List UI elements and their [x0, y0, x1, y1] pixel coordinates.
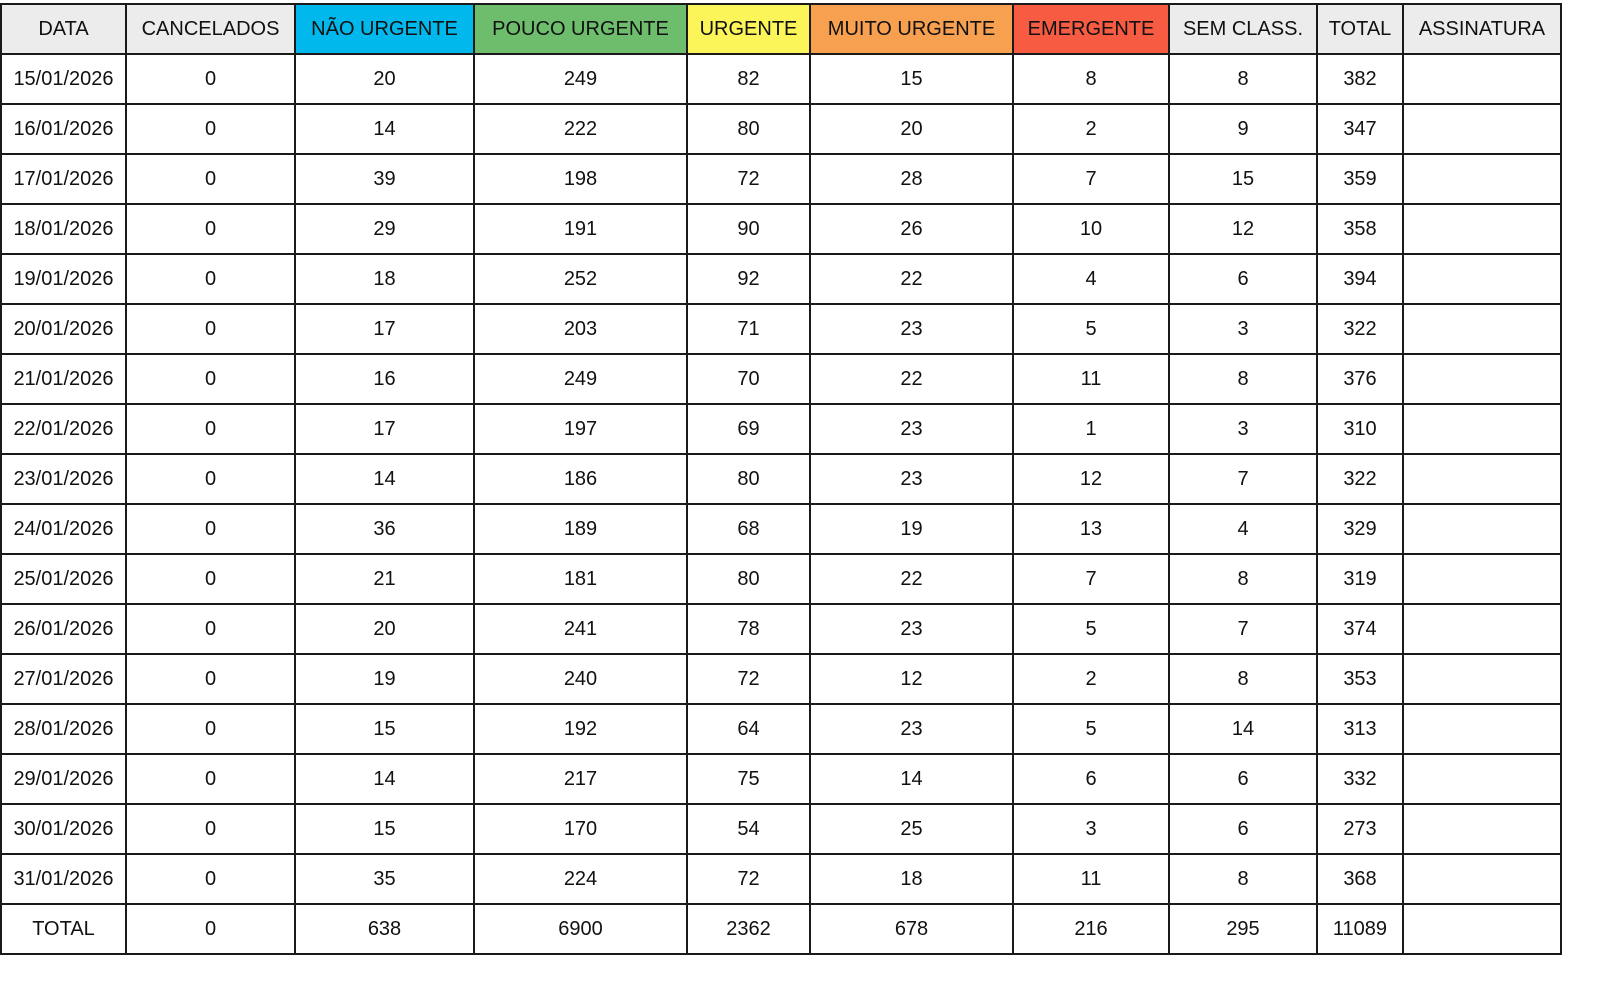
cell-assinatura	[1403, 754, 1561, 804]
cell-assinatura	[1403, 104, 1561, 154]
table-row	[1, 804, 1561, 854]
cell-data: 19/01/2026	[1, 254, 126, 304]
cell-pouco-urgente: 186	[474, 454, 687, 504]
cell-sem-class: 7	[1169, 604, 1317, 654]
cell-nao-urgente: 18	[295, 254, 474, 304]
cell-muito-urgente: 14	[810, 754, 1013, 804]
cell-nao-urgente: 29	[295, 204, 474, 254]
total-cell-nao-urgente: 638	[295, 904, 474, 954]
cell-emergente: 6	[1013, 754, 1169, 804]
cell-nao-urgente: 14	[295, 104, 474, 154]
cell-emergente: 5	[1013, 704, 1169, 754]
cell-muito-urgente: 22	[810, 254, 1013, 304]
cell-emergente: 13	[1013, 504, 1169, 554]
cell-total: 374	[1317, 604, 1403, 654]
column-header-cancelados: CANCELADOS	[126, 4, 295, 54]
column-header-sem-class: SEM CLASS.	[1169, 4, 1317, 54]
cell-pouco-urgente: 222	[474, 104, 687, 154]
cell-total: 382	[1317, 54, 1403, 104]
cell-data: 21/01/2026	[1, 354, 126, 404]
cell-sem-class: 12	[1169, 204, 1317, 254]
table-row	[1, 154, 1561, 204]
cell-cancelados: 0	[126, 204, 295, 254]
cell-total: 319	[1317, 554, 1403, 604]
cell-assinatura	[1403, 554, 1561, 604]
cell-muito-urgente: 25	[810, 804, 1013, 854]
cell-emergente: 7	[1013, 154, 1169, 204]
cell-sem-class: 6	[1169, 754, 1317, 804]
cell-cancelados: 0	[126, 104, 295, 154]
cell-nao-urgente: 39	[295, 154, 474, 204]
cell-nao-urgente: 19	[295, 654, 474, 704]
cell-pouco-urgente: 203	[474, 304, 687, 354]
cell-data: 15/01/2026	[1, 54, 126, 104]
cell-assinatura	[1403, 254, 1561, 304]
cell-nao-urgente: 15	[295, 804, 474, 854]
cell-pouco-urgente: 197	[474, 404, 687, 454]
column-header-pouco-urgente: POUCO URGENTE	[474, 4, 687, 54]
cell-cancelados: 0	[126, 604, 295, 654]
cell-assinatura	[1403, 154, 1561, 204]
cell-data: 20/01/2026	[1, 304, 126, 354]
cell-pouco-urgente: 217	[474, 754, 687, 804]
cell-cancelados: 0	[126, 804, 295, 854]
cell-assinatura	[1403, 404, 1561, 454]
cell-muito-urgente: 12	[810, 654, 1013, 704]
cell-urgente: 92	[687, 254, 810, 304]
cell-data: 26/01/2026	[1, 604, 126, 654]
cell-cancelados: 0	[126, 254, 295, 304]
cell-cancelados: 0	[126, 354, 295, 404]
cell-muito-urgente: 22	[810, 354, 1013, 404]
cell-cancelados: 0	[126, 154, 295, 204]
cell-emergente: 5	[1013, 604, 1169, 654]
cell-nao-urgente: 20	[295, 604, 474, 654]
cell-cancelados: 0	[126, 54, 295, 104]
cell-nao-urgente: 35	[295, 854, 474, 904]
cell-urgente: 71	[687, 304, 810, 354]
cell-muito-urgente: 23	[810, 454, 1013, 504]
cell-sem-class: 7	[1169, 454, 1317, 504]
cell-emergente: 7	[1013, 554, 1169, 604]
cell-urgente: 72	[687, 154, 810, 204]
cell-emergente: 11	[1013, 354, 1169, 404]
cell-urgente: 72	[687, 854, 810, 904]
cell-urgente: 80	[687, 104, 810, 154]
column-header-nao-urgente: NÃO URGENTE	[295, 4, 474, 54]
cell-nao-urgente: 17	[295, 304, 474, 354]
cell-data: 30/01/2026	[1, 804, 126, 854]
table-row	[1, 354, 1561, 404]
cell-emergente: 10	[1013, 204, 1169, 254]
cell-cancelados: 0	[126, 304, 295, 354]
total-cell-pouco-urgente: 6900	[474, 904, 687, 954]
cell-data: 27/01/2026	[1, 654, 126, 704]
cell-pouco-urgente: 192	[474, 704, 687, 754]
total-cell-total: 11089	[1317, 904, 1403, 954]
cell-urgente: 82	[687, 54, 810, 104]
cell-muito-urgente: 20	[810, 104, 1013, 154]
table-row	[1, 704, 1561, 754]
table-footer	[1, 904, 1561, 954]
cell-urgente: 70	[687, 354, 810, 404]
total-cell-assinatura	[1403, 904, 1561, 954]
column-header-assinatura: ASSINATURA	[1403, 4, 1561, 54]
cell-muito-urgente: 26	[810, 204, 1013, 254]
cell-total: 394	[1317, 254, 1403, 304]
cell-cancelados: 0	[126, 704, 295, 754]
cell-assinatura	[1403, 654, 1561, 704]
table-row	[1, 254, 1561, 304]
cell-assinatura	[1403, 854, 1561, 904]
cell-muito-urgente: 23	[810, 304, 1013, 354]
cell-cancelados: 0	[126, 654, 295, 704]
table-body	[1, 54, 1561, 904]
table-row	[1, 604, 1561, 654]
cell-emergente: 4	[1013, 254, 1169, 304]
cell-assinatura	[1403, 704, 1561, 754]
cell-urgente: 80	[687, 554, 810, 604]
cell-cancelados: 0	[126, 404, 295, 454]
cell-urgente: 78	[687, 604, 810, 654]
cell-emergente: 12	[1013, 454, 1169, 504]
totals-row	[1, 904, 1561, 954]
table-row	[1, 754, 1561, 804]
total-cell-data: TOTAL	[1, 904, 126, 954]
cell-data: 23/01/2026	[1, 454, 126, 504]
cell-sem-class: 8	[1169, 654, 1317, 704]
cell-pouco-urgente: 181	[474, 554, 687, 604]
cell-assinatura	[1403, 204, 1561, 254]
cell-data: 31/01/2026	[1, 854, 126, 904]
cell-total: 353	[1317, 654, 1403, 704]
cell-data: 16/01/2026	[1, 104, 126, 154]
cell-sem-class: 3	[1169, 304, 1317, 354]
cell-nao-urgente: 16	[295, 354, 474, 404]
cell-muito-urgente: 19	[810, 504, 1013, 554]
cell-sem-class: 8	[1169, 54, 1317, 104]
cell-pouco-urgente: 224	[474, 854, 687, 904]
cell-pouco-urgente: 198	[474, 154, 687, 204]
cell-pouco-urgente: 252	[474, 254, 687, 304]
table-row	[1, 854, 1561, 904]
cell-data: 25/01/2026	[1, 554, 126, 604]
cell-sem-class: 4	[1169, 504, 1317, 554]
cell-total: 358	[1317, 204, 1403, 254]
cell-total: 313	[1317, 704, 1403, 754]
column-header-data: DATA	[1, 4, 126, 54]
cell-pouco-urgente: 241	[474, 604, 687, 654]
cell-assinatura	[1403, 804, 1561, 854]
cell-urgente: 69	[687, 404, 810, 454]
table-row	[1, 554, 1561, 604]
cell-muito-urgente: 15	[810, 54, 1013, 104]
cell-emergente: 2	[1013, 654, 1169, 704]
table-row	[1, 404, 1561, 454]
column-header-urgente: URGENTE	[687, 4, 810, 54]
cell-pouco-urgente: 191	[474, 204, 687, 254]
table-header	[1, 4, 1561, 54]
cell-emergente: 11	[1013, 854, 1169, 904]
cell-data: 28/01/2026	[1, 704, 126, 754]
cell-emergente: 3	[1013, 804, 1169, 854]
cell-total: 347	[1317, 104, 1403, 154]
cell-total: 322	[1317, 304, 1403, 354]
cell-total: 329	[1317, 504, 1403, 554]
cell-total: 322	[1317, 454, 1403, 504]
cell-sem-class: 6	[1169, 804, 1317, 854]
table-row	[1, 54, 1561, 104]
cell-muito-urgente: 18	[810, 854, 1013, 904]
cell-total: 359	[1317, 154, 1403, 204]
cell-muito-urgente: 28	[810, 154, 1013, 204]
cell-muito-urgente: 23	[810, 704, 1013, 754]
cell-assinatura	[1403, 454, 1561, 504]
cell-nao-urgente: 15	[295, 704, 474, 754]
cell-cancelados: 0	[126, 554, 295, 604]
cell-assinatura	[1403, 504, 1561, 554]
table-row	[1, 654, 1561, 704]
cell-sem-class: 3	[1169, 404, 1317, 454]
cell-cancelados: 0	[126, 854, 295, 904]
cell-data: 17/01/2026	[1, 154, 126, 204]
cell-urgente: 72	[687, 654, 810, 704]
cell-muito-urgente: 23	[810, 404, 1013, 454]
column-header-muito-urgente: MUITO URGENTE	[810, 4, 1013, 54]
total-cell-muito-urgente: 678	[810, 904, 1013, 954]
cell-nao-urgente: 36	[295, 504, 474, 554]
cell-assinatura	[1403, 54, 1561, 104]
column-header-total: TOTAL	[1317, 4, 1403, 54]
cell-data: 24/01/2026	[1, 504, 126, 554]
cell-urgente: 64	[687, 704, 810, 754]
cell-assinatura	[1403, 604, 1561, 654]
cell-urgente: 90	[687, 204, 810, 254]
cell-pouco-urgente: 249	[474, 354, 687, 404]
cell-urgente: 54	[687, 804, 810, 854]
cell-cancelados: 0	[126, 754, 295, 804]
cell-sem-class: 8	[1169, 854, 1317, 904]
cell-assinatura	[1403, 304, 1561, 354]
cell-cancelados: 0	[126, 504, 295, 554]
total-cell-sem-class: 295	[1169, 904, 1317, 954]
cell-emergente: 8	[1013, 54, 1169, 104]
header-row	[1, 4, 1561, 54]
total-cell-cancelados: 0	[126, 904, 295, 954]
cell-muito-urgente: 23	[810, 604, 1013, 654]
cell-urgente: 68	[687, 504, 810, 554]
cell-sem-class: 6	[1169, 254, 1317, 304]
column-header-emergente: EMERGENTE	[1013, 4, 1169, 54]
cell-nao-urgente: 14	[295, 454, 474, 504]
cell-assinatura	[1403, 354, 1561, 404]
cell-data: 29/01/2026	[1, 754, 126, 804]
cell-total: 368	[1317, 854, 1403, 904]
table-row	[1, 204, 1561, 254]
cell-pouco-urgente: 249	[474, 54, 687, 104]
cell-nao-urgente: 21	[295, 554, 474, 604]
table-row	[1, 104, 1561, 154]
cell-data: 22/01/2026	[1, 404, 126, 454]
total-cell-emergente: 216	[1013, 904, 1169, 954]
cell-total: 310	[1317, 404, 1403, 454]
cell-sem-class: 9	[1169, 104, 1317, 154]
cell-nao-urgente: 14	[295, 754, 474, 804]
cell-nao-urgente: 17	[295, 404, 474, 454]
cell-sem-class: 15	[1169, 154, 1317, 204]
cell-urgente: 75	[687, 754, 810, 804]
total-cell-urgente: 2362	[687, 904, 810, 954]
cell-emergente: 2	[1013, 104, 1169, 154]
cell-urgente: 80	[687, 454, 810, 504]
cell-emergente: 5	[1013, 304, 1169, 354]
cell-total: 376	[1317, 354, 1403, 404]
cell-sem-class: 8	[1169, 354, 1317, 404]
cell-nao-urgente: 20	[295, 54, 474, 104]
table-row	[1, 504, 1561, 554]
cell-data: 18/01/2026	[1, 204, 126, 254]
cell-muito-urgente: 22	[810, 554, 1013, 604]
cell-sem-class: 14	[1169, 704, 1317, 754]
cell-sem-class: 8	[1169, 554, 1317, 604]
cell-total: 273	[1317, 804, 1403, 854]
triage-table	[0, 3, 1562, 955]
cell-cancelados: 0	[126, 454, 295, 504]
table-row	[1, 304, 1561, 354]
cell-pouco-urgente: 240	[474, 654, 687, 704]
cell-pouco-urgente: 170	[474, 804, 687, 854]
cell-total: 332	[1317, 754, 1403, 804]
cell-emergente: 1	[1013, 404, 1169, 454]
cell-pouco-urgente: 189	[474, 504, 687, 554]
table-row	[1, 454, 1561, 504]
